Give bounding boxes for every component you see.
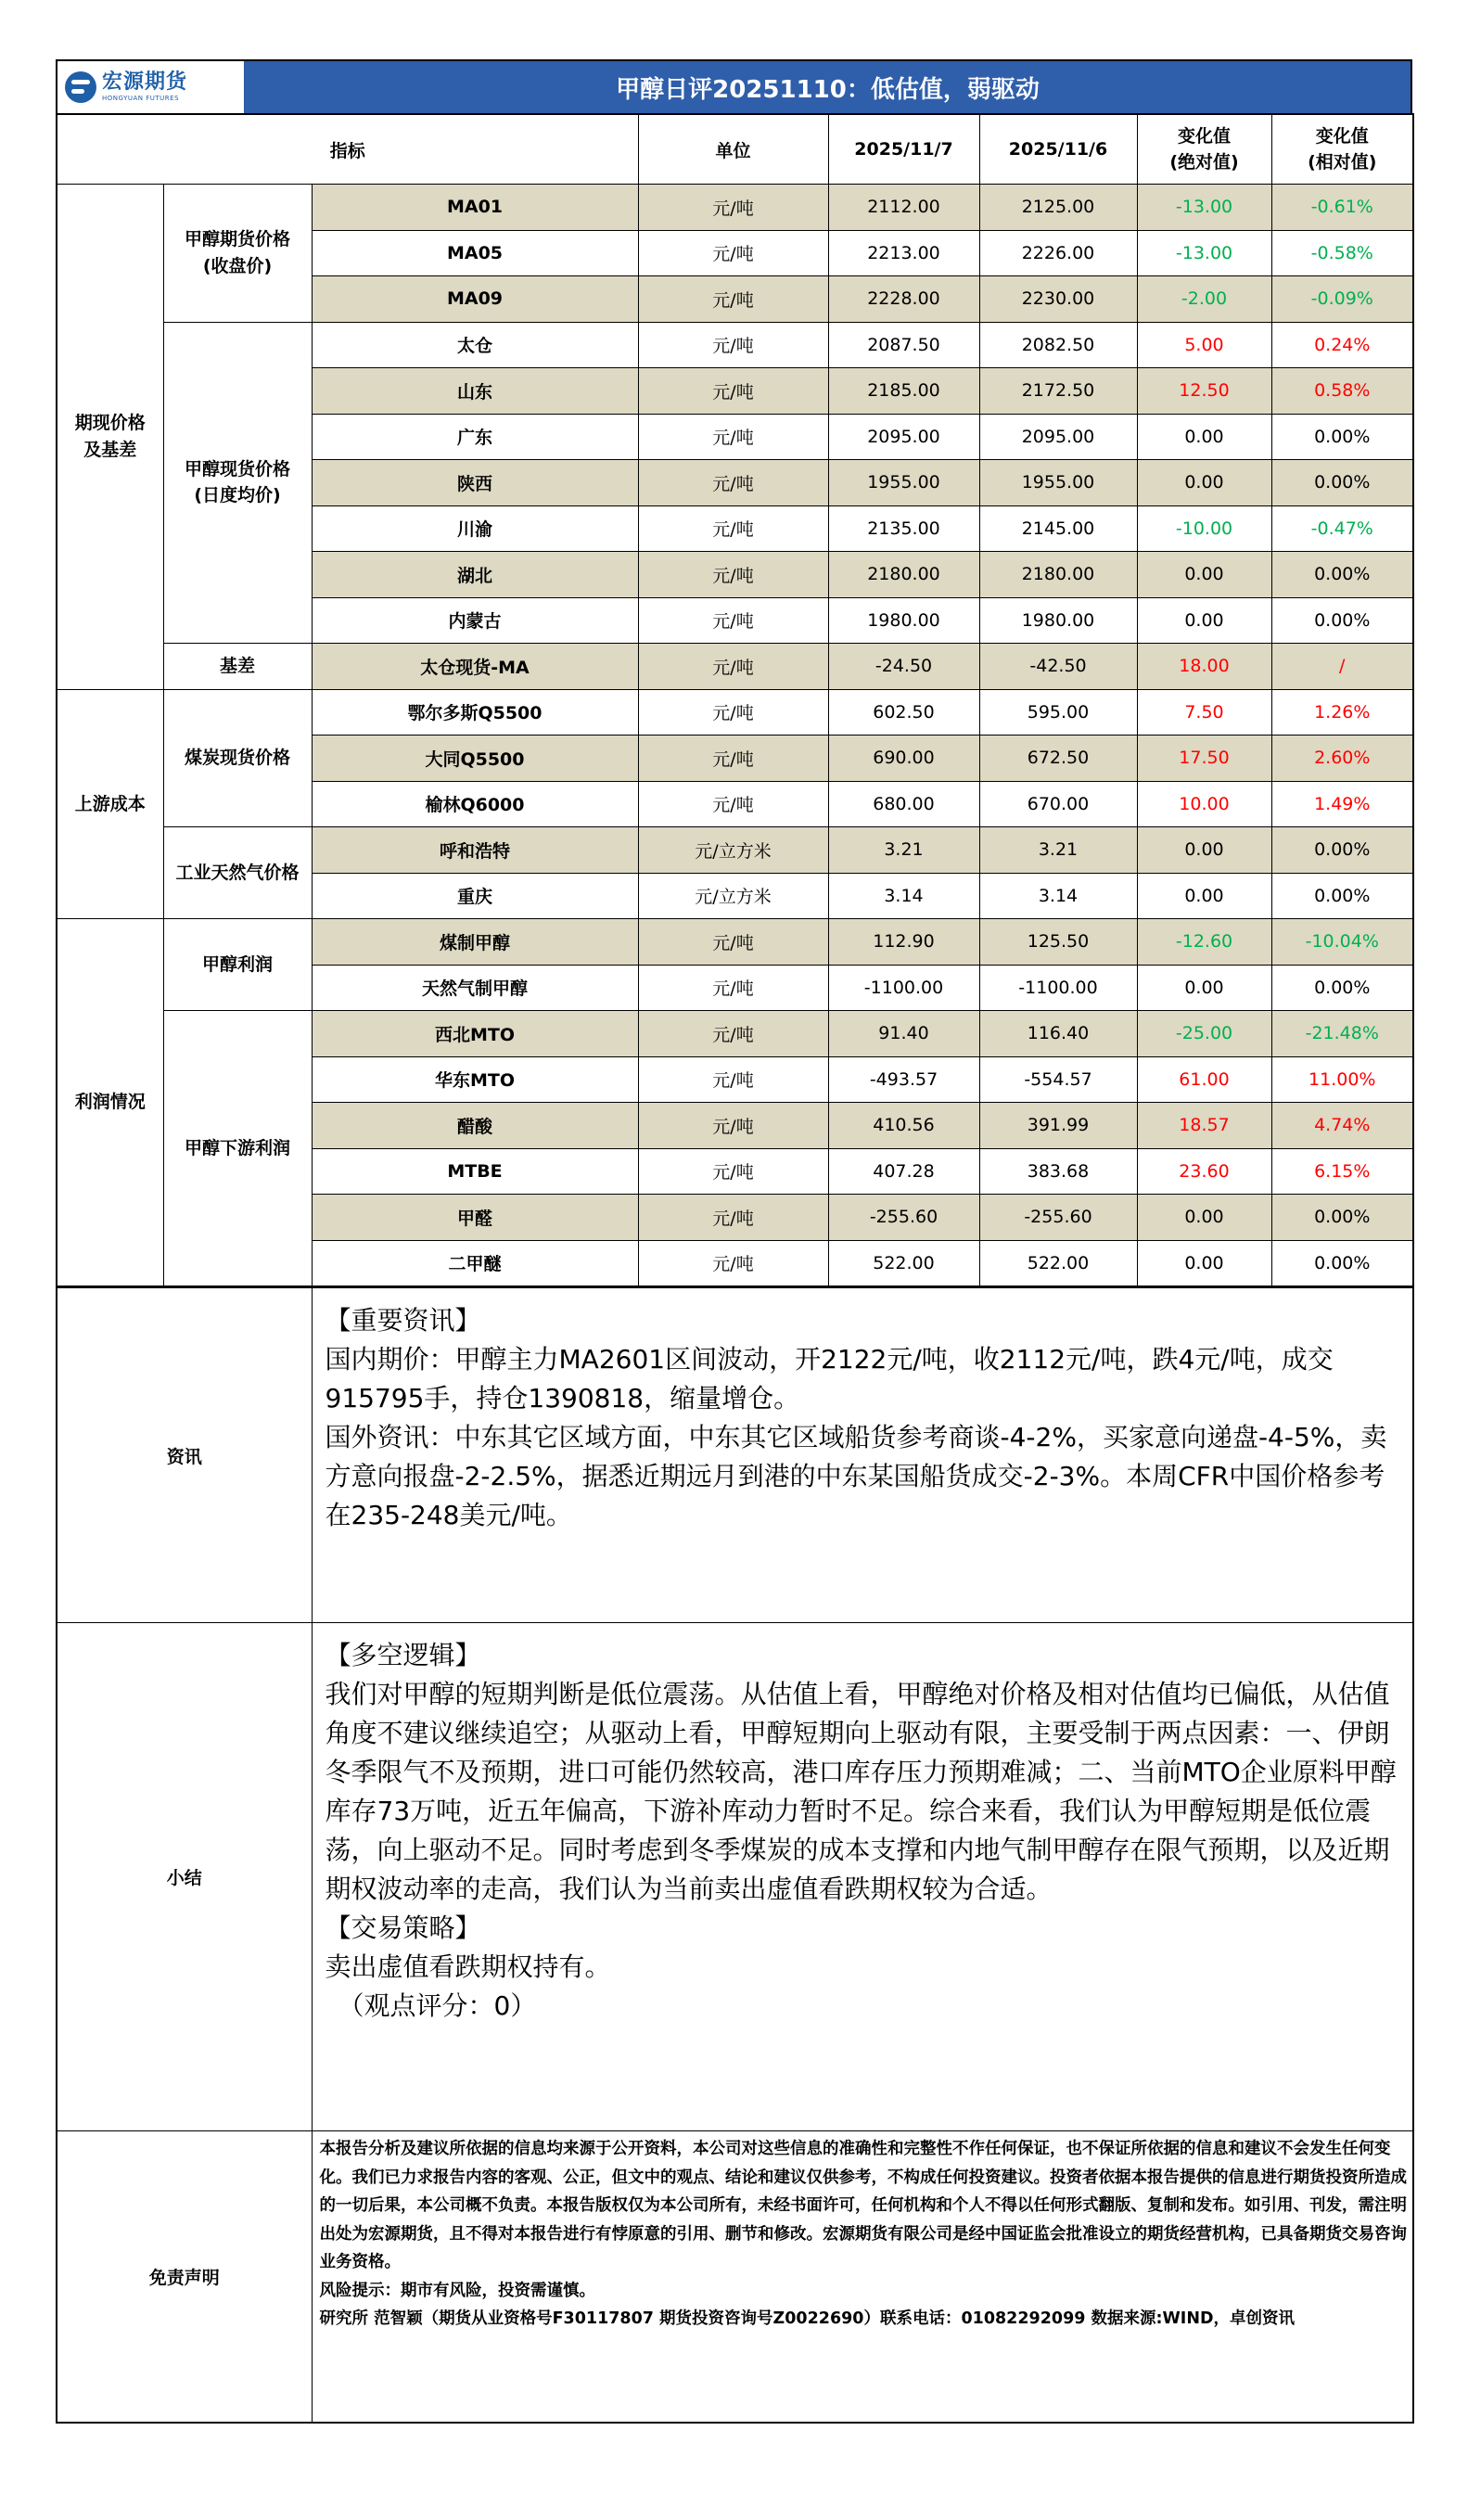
subgroup-label: 基差 (163, 644, 312, 690)
row-name: MA01 (312, 185, 638, 231)
row-abs-change: 18.00 (1137, 644, 1271, 690)
row-rel-change: 0.00% (1271, 1195, 1413, 1241)
row-rel-change: 0.00% (1271, 460, 1413, 506)
row-name: MTBE (312, 1148, 638, 1195)
row-abs-change: 5.00 (1137, 322, 1271, 368)
row-name: 太仓 (312, 322, 638, 368)
row-value-date1: 2228.00 (828, 276, 979, 323)
row-value-date1: -1100.00 (828, 965, 979, 1011)
row-unit: 元/吨 (638, 689, 828, 736)
row-abs-change: 7.50 (1137, 689, 1271, 736)
table-row (57, 827, 1413, 874)
row-abs-change: 0.00 (1137, 597, 1271, 644)
row-unit: 元/吨 (638, 552, 828, 598)
row-abs-change: -12.60 (1137, 919, 1271, 966)
row-value-date2: 2230.00 (979, 276, 1137, 323)
disclaimer-paragraph: 风险提示：期市有风险，投资需谨慎。 (319, 2281, 595, 2300)
table-row (57, 185, 1413, 231)
row-value-date1: 2185.00 (828, 368, 979, 415)
row-unit: 元/吨 (638, 414, 828, 460)
row-abs-change: 0.00 (1137, 965, 1271, 1011)
subgroup-label: 煤炭现货价格 (163, 689, 312, 827)
row-value-date1: 680.00 (828, 781, 979, 827)
row-abs-change: 18.57 (1137, 1103, 1271, 1149)
row-value-date2: 522.00 (979, 1240, 1137, 1286)
logo-name: 宏源期货 (102, 70, 188, 94)
row-abs-change: 0.00 (1137, 873, 1271, 919)
group-label: 期现价格 及基差 (57, 185, 163, 690)
row-value-date1: 690.00 (828, 736, 979, 782)
row-name: 醋酸 (312, 1103, 638, 1149)
row-value-date1: 2087.50 (828, 322, 979, 368)
row-abs-change: 0.00 (1137, 414, 1271, 460)
row-abs-change: 17.50 (1137, 736, 1271, 782)
row-value-date1: -255.60 (828, 1195, 979, 1241)
row-rel-change: 11.00% (1271, 1056, 1413, 1103)
news-paragraph: 国内期价：甲醇主力MA2601区间波动，开2122元/吨，收2112元/吨，跌4元/吨，成交915795手，持仓1390818，缩量增仓。 (325, 1344, 1334, 1414)
row-value-date1: 407.28 (828, 1148, 979, 1195)
summary-paragraph: （观点评分：0） (338, 1990, 537, 2021)
row-rel-change: 0.58% (1271, 368, 1413, 415)
row-abs-change: -13.00 (1137, 185, 1271, 231)
row-unit: 元/吨 (638, 1011, 828, 1057)
row-name: 内蒙古 (312, 597, 638, 644)
row-abs-change: 0.00 (1137, 552, 1271, 598)
row-value-date2: 2172.50 (979, 368, 1137, 415)
row-abs-change: 61.00 (1137, 1056, 1271, 1103)
row-name: 山东 (312, 368, 638, 415)
report-sheet (56, 59, 1412, 2424)
row-rel-change: -0.47% (1271, 505, 1413, 552)
logo-icon (65, 71, 96, 103)
row-abs-change: -25.00 (1137, 1011, 1271, 1057)
row-name: 西北MTO (312, 1011, 638, 1057)
row-name: MA09 (312, 276, 638, 323)
row-unit: 元/吨 (638, 185, 828, 231)
row-abs-change: 10.00 (1137, 781, 1271, 827)
row-value-date2: 2125.00 (979, 185, 1137, 231)
row-value-date2: 672.50 (979, 736, 1137, 782)
row-value-date2: 2095.00 (979, 414, 1137, 460)
row-value-date2: 3.14 (979, 873, 1137, 919)
row-rel-change: 1.26% (1271, 689, 1413, 736)
row-name: 榆林Q6000 (312, 781, 638, 827)
header-date1: 2025/11/7 (828, 114, 979, 185)
row-unit: 元/吨 (638, 736, 828, 782)
row-unit: 元/吨 (638, 644, 828, 690)
row-rel-change: -21.48% (1271, 1011, 1413, 1057)
row-abs-change: -2.00 (1137, 276, 1271, 323)
row-value-date2: 125.50 (979, 919, 1137, 966)
row-name: 湖北 (312, 552, 638, 598)
row-name: 川渝 (312, 505, 638, 552)
header-indicator: 指标 (57, 114, 638, 185)
row-abs-change: 12.50 (1137, 368, 1271, 415)
row-value-date1: 1955.00 (828, 460, 979, 506)
report-title: 甲醇日评20251110：低估值，弱驱动 (245, 61, 1411, 113)
row-abs-change: 23.60 (1137, 1148, 1271, 1195)
row-value-date1: 1980.00 (828, 597, 979, 644)
title-bar (56, 59, 1412, 113)
row-unit: 元/吨 (638, 368, 828, 415)
row-name: 甲醛 (312, 1195, 638, 1241)
row-value-date2: 670.00 (979, 781, 1137, 827)
row-value-date1: 522.00 (828, 1240, 979, 1286)
row-value-date2: 2226.00 (979, 230, 1137, 276)
row-unit: 元/吨 (638, 781, 828, 827)
row-value-date1: 112.90 (828, 919, 979, 966)
row-rel-change: 2.60% (1271, 736, 1413, 782)
disclaimer-paragraph: 研究所 范智颖（期货从业资格号F30117807 期货投资咨询号Z0022690）联系电话：01082292099 数据来源:WIND，卓创资讯 (319, 2309, 1295, 2328)
row-name: 太仓现货-MA (312, 644, 638, 690)
table-row (57, 919, 1413, 966)
row-value-date2: 1980.00 (979, 597, 1137, 644)
subgroup-label: 甲醇期货价格 (收盘价) (163, 185, 312, 323)
table-row (57, 322, 1413, 368)
summary-paragraph: 【交易策略】 (325, 1912, 481, 1943)
row-abs-change: 0.00 (1137, 460, 1271, 506)
row-rel-change: 1.49% (1271, 781, 1413, 827)
row-value-date1: -493.57 (828, 1056, 979, 1103)
row-rel-change: -0.09% (1271, 276, 1413, 323)
row-abs-change: 0.00 (1137, 1240, 1271, 1286)
row-name: 煤制甲醇 (312, 919, 638, 966)
row-name: 华东MTO (312, 1056, 638, 1103)
row-abs-change: -10.00 (1137, 505, 1271, 552)
row-value-date1: 3.21 (828, 827, 979, 874)
row-value-date1: 3.14 (828, 873, 979, 919)
header-unit: 单位 (638, 114, 828, 185)
row-name: 呼和浩特 (312, 827, 638, 874)
summary-paragraph: 我们对甲醇的短期判断是低位震荡。从估值上看，甲醇绝对价格及相对估值均已偏低，从估值角度不建议继续追空；从驱动上看，甲醇短期向上驱动有限，主要受制于两点因素：一、伊朗冬季限气不及预期，进口可能仍然较高，港口库存压力预期难减；二、当前MTO企业原料甲醇库存73万吨，近五年偏高，下游补库动力暂时不足。综合来看，我们认为甲醇短期是低位震荡，向上驱动不足。同时考虑到冬季煤炭的成本支撑和内地气制甲醇存在限气预期，以及近期期权波动率的走高，我们认为当前卖出虚值看跌期权较为合适。 (325, 1679, 1397, 1904)
row-value-date1: 2180.00 (828, 552, 979, 598)
row-value-date2: 2180.00 (979, 552, 1137, 598)
row-unit: 元/吨 (638, 1056, 828, 1103)
row-value-date2: 595.00 (979, 689, 1137, 736)
row-unit: 元/吨 (638, 322, 828, 368)
row-unit: 元/立方米 (638, 873, 828, 919)
row-rel-change: 0.00% (1271, 597, 1413, 644)
row-value-date1: 2095.00 (828, 414, 979, 460)
row-rel-change: / (1271, 644, 1413, 690)
row-value-date1: 410.56 (828, 1103, 979, 1149)
news-paragraph: 国外资讯：中东其它区域方面，中东其它区域船货参考商谈-4-2%，买家意向递盘-4-5%，卖方意向报盘-2-2.5%，据悉近期远月到港的中东某国船货成交-2-3%。本周CFR中国价格参考在235-248美元/吨。 (325, 1422, 1387, 1530)
row-abs-change: 0.00 (1137, 827, 1271, 874)
row-unit: 元/吨 (638, 965, 828, 1011)
subgroup-label: 甲醇利润 (163, 919, 312, 1011)
row-unit: 元/吨 (638, 1240, 828, 1286)
table-row (57, 689, 1413, 736)
row-value-date2: 116.40 (979, 1011, 1137, 1057)
news-label: 资讯 (57, 1288, 312, 1623)
row-unit: 元/吨 (638, 1148, 828, 1195)
row-rel-change: 0.00% (1271, 827, 1413, 874)
row-name: 鄂尔多斯Q5500 (312, 689, 638, 736)
disclaimer-content (312, 2131, 1413, 2423)
row-value-date1: 2112.00 (828, 185, 979, 231)
row-abs-change: -13.00 (1137, 230, 1271, 276)
row-name: 广东 (312, 414, 638, 460)
table-row (57, 1011, 1413, 1057)
subgroup-label: 甲醇现货价格 (日度均价) (163, 322, 312, 644)
row-value-date2: 3.21 (979, 827, 1137, 874)
row-rel-change: 6.15% (1271, 1148, 1413, 1195)
row-rel-change: 0.00% (1271, 965, 1413, 1011)
row-value-date2: 1955.00 (979, 460, 1137, 506)
header-rel-change: 变化值 (相对值) (1271, 114, 1413, 185)
row-name: 重庆 (312, 873, 638, 919)
row-rel-change: 0.00% (1271, 414, 1413, 460)
header-abs-change: 变化值 (绝对值) (1137, 114, 1271, 185)
subgroup-label: 工业天然气价格 (163, 827, 312, 919)
disclaimer-paragraph: 本报告分析及建议所依据的信息均来源于公开资料，本公司对这些信息的准确性和完整性不作任何保证，也不保证所依据的信息和建议不会发生任何变化。我们已力求报告内容的客观、公正，但文中的观点、结论和建议仅供参考，不构成任何投资建议。投资者依据本报告提供的信息进行期货投资所造成的一切后果，本公司概不负责。本报告版权仅为本公司所有，未经书面许可，任何机构和个人不得以任何形式翻版、复制和发布。如引用、刊发，需注明出处为宏源期货，且不得对本报告进行有悖原意的引用、删节和修改。宏源期货有限公司是经中国证监会批准设立的期货经营机构，已具备期货交易咨询业务资格。 (319, 2140, 1407, 2271)
row-name: 陕西 (312, 460, 638, 506)
row-unit: 元/吨 (638, 1195, 828, 1241)
row-value-date1: 91.40 (828, 1011, 979, 1057)
group-label: 上游成本 (57, 689, 163, 919)
row-rel-change: 0.00% (1271, 552, 1413, 598)
summary-content (312, 1623, 1413, 2131)
news-paragraph: 【重要资讯】 (325, 1305, 481, 1336)
group-label: 利润情况 (57, 919, 163, 1287)
table-header (57, 114, 1413, 185)
row-value-date2: -255.60 (979, 1195, 1137, 1241)
row-value-date1: 2213.00 (828, 230, 979, 276)
row-rel-change: 0.24% (1271, 322, 1413, 368)
row-value-date2: -1100.00 (979, 965, 1137, 1011)
row-unit: 元/吨 (638, 276, 828, 323)
row-name: 天然气制甲醇 (312, 965, 638, 1011)
row-value-date2: 391.99 (979, 1103, 1137, 1149)
row-rel-change: 0.00% (1271, 1240, 1413, 1286)
row-rel-change: -0.61% (1271, 185, 1413, 231)
row-unit: 元/立方米 (638, 827, 828, 874)
notes-table (56, 1287, 1414, 2424)
row-name: MA05 (312, 230, 638, 276)
row-unit: 元/吨 (638, 460, 828, 506)
row-unit: 元/吨 (638, 597, 828, 644)
row-rel-change: -10.04% (1271, 919, 1413, 966)
row-rel-change: 4.74% (1271, 1103, 1413, 1149)
table-row (57, 644, 1413, 690)
row-value-date1: -24.50 (828, 644, 979, 690)
row-value-date2: 383.68 (979, 1148, 1137, 1195)
row-rel-change: 0.00% (1271, 873, 1413, 919)
row-unit: 元/吨 (638, 505, 828, 552)
row-abs-change: 0.00 (1137, 1195, 1271, 1241)
summary-paragraph: 【多空逻辑】 (325, 1640, 481, 1670)
subgroup-label: 甲醇下游利润 (163, 1011, 312, 1287)
row-rel-change: -0.58% (1271, 230, 1413, 276)
logo-english: HONGYUAN FUTURES (102, 95, 180, 102)
row-name: 二甲醚 (312, 1240, 638, 1286)
company-logo (57, 61, 245, 113)
row-unit: 元/吨 (638, 1103, 828, 1149)
row-name: 大同Q5500 (312, 736, 638, 782)
row-value-date2: 2082.50 (979, 322, 1137, 368)
header-date2: 2025/11/6 (979, 114, 1137, 185)
row-unit: 元/吨 (638, 919, 828, 966)
row-value-date1: 2135.00 (828, 505, 979, 552)
summary-paragraph: 卖出虚值看跌期权持有。 (325, 1951, 611, 1982)
summary-label: 小结 (57, 1623, 312, 2131)
price-table (56, 113, 1414, 1287)
row-value-date2: 2145.00 (979, 505, 1137, 552)
disclaimer-label: 免责声明 (57, 2131, 312, 2423)
row-value-date1: 602.50 (828, 689, 979, 736)
row-value-date2: -554.57 (979, 1056, 1137, 1103)
row-value-date2: -42.50 (979, 644, 1137, 690)
row-unit: 元/吨 (638, 230, 828, 276)
news-content (312, 1288, 1413, 1623)
